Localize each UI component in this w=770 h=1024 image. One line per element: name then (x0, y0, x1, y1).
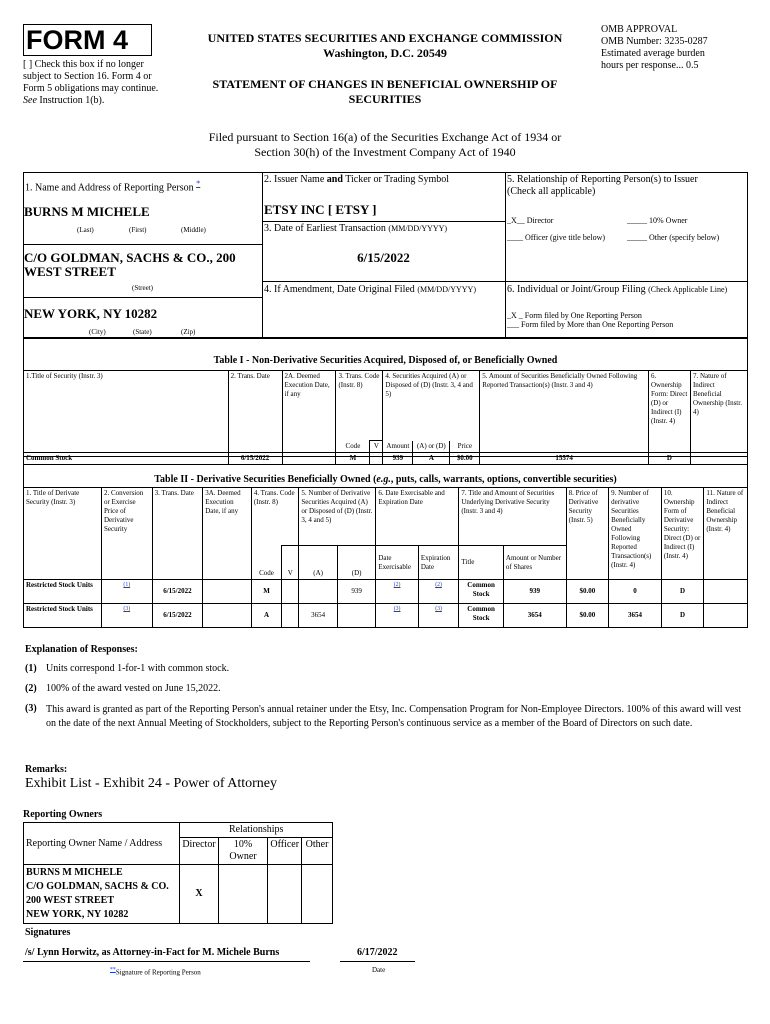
t2-r1-code: A (251, 604, 281, 628)
reporting-owners-heading: Reporting Owners (23, 809, 103, 820)
agency-name: UNITED STATES SECURITIES AND EXCHANGE COMMISSION (207, 31, 563, 45)
box5-label (507, 174, 745, 198)
owners-col-relationships: Relationships (180, 823, 333, 838)
t1-sub-price: Price (450, 441, 480, 453)
divider (23, 244, 262, 245)
owner-address (24, 865, 180, 924)
owner-other-mark (302, 865, 333, 924)
t2-sub-v: V (282, 546, 299, 580)
t2-r0-owned: 0 (609, 580, 662, 604)
t1-cell-title: Common Stock (24, 453, 229, 465)
box1-label (25, 178, 200, 194)
t2-r1-d (337, 604, 375, 628)
t2-h-conv: 2. Conversion or Exercise Price of Derivative Security (101, 488, 152, 580)
table1-title: Table I - Non-Derivative Securities Acquired, Disposed of, or Beneficially Owned (213, 355, 558, 366)
signature-label (110, 966, 201, 977)
t2-r0-price: $0.00 (566, 580, 609, 604)
t2-sub-d: (D) (337, 546, 375, 580)
t2-r1-v (282, 604, 299, 628)
owner-officer-mark (268, 865, 302, 924)
city-label: (City) (89, 328, 106, 336)
street-label: (Street) (132, 284, 153, 292)
box6-sub: (Check Applicable Line) (648, 285, 728, 294)
agency-city: Washington, D.C. 20549 (323, 46, 447, 60)
footnote-link-3c[interactable]: (3) (435, 606, 442, 612)
t2-h-code: 4. Trans. Code (Instr. 8) (251, 488, 299, 546)
table2-title-eg: e.g. (376, 474, 391, 485)
explanation-num-3: (3) (25, 703, 37, 714)
t2-h-date: 3. Trans. Date (152, 488, 203, 580)
t2-r0-v (282, 580, 299, 604)
ten-percent-check: _____ 10% Owner (627, 216, 688, 225)
form-title: FORM 4 (26, 25, 129, 55)
t1-cell-price: $0.00 (450, 453, 480, 465)
date-line (340, 961, 415, 962)
t2-h-deemed: 3A. Deemed Execution Date, if any (203, 488, 252, 580)
t2-r0-uamount: 939 (503, 580, 566, 604)
signatures-heading: Signatures (25, 927, 71, 938)
officer-check: ____ Officer (give title below) (507, 233, 606, 242)
t1-h-title: 1.Title of Security (Instr. 3) (24, 371, 229, 453)
t1-h-nature: 7. Nature of Indirect Beneficial Ownership (Instr. 4) (690, 371, 747, 453)
last-label: (Last) (77, 226, 94, 234)
t1-h-code: 3. Trans. Code (Instr. 8) (336, 371, 383, 441)
box4-format: (MM/DD/YYYY) (417, 285, 476, 294)
box3-format: (MM/DD/YYYY) (388, 224, 448, 233)
t2-r1-deemed (203, 604, 252, 628)
t2-r1-price: $0.00 (566, 604, 609, 628)
t2-h-owned: 9. Number of derivative Securities Beneficially Owned Following Reported Transaction(s) (Instr. 4) (609, 488, 662, 580)
check-box-note (23, 59, 173, 107)
t2-r0-code: M (251, 580, 281, 604)
t2-h-number: 5. Number of Derivative Securities Acquired (A) or Disposed of (D) (Instr. 3, 4 and 5) (299, 488, 376, 546)
statement-title: STATEMENT OF CHANGES IN BENEFICIAL OWNERSHIP OF SECURITIES (212, 77, 558, 106)
explanation-text-1: Units correspond 1-for-1 with common stock. (46, 663, 230, 674)
state-label: (State) (133, 328, 152, 336)
t1-cell-ad: A (413, 453, 450, 465)
t2-sub-a: (A) (299, 546, 337, 580)
omb-title: OMB APPROVAL (601, 24, 678, 35)
footnote-link-3b[interactable]: (3) (393, 606, 401, 612)
box3-label (264, 223, 447, 235)
signature-label-text: Signature of Reporting Person (115, 968, 201, 977)
t1-h-owned: 5. Amount of Securities Beneficially Owned Following Reported Transaction(s) (Instr. 3 and 4) (480, 371, 649, 453)
box6-label (507, 284, 747, 296)
t1-cell-date: 6/15/2022 (228, 453, 282, 465)
t2-sub-code: Code (251, 546, 281, 580)
city-value: NEW YORK, NY 10282 (24, 306, 158, 321)
omb-hours: hours per response... 0.5 (601, 60, 699, 71)
divider (262, 281, 748, 282)
box1-star-link[interactable]: * (196, 179, 201, 188)
footnote-link-1[interactable]: (1) (123, 582, 131, 588)
t1-cell-owned: 15574 (480, 453, 649, 465)
box5-sub: (Check all applicable) (507, 186, 596, 197)
box2-label (264, 174, 449, 186)
box5-label-text: 5. Relationship of Reporting Person(s) to Issuer (507, 174, 698, 185)
divider (505, 172, 506, 338)
explanation-num-2: (2) (25, 683, 37, 694)
omb-burden: Estimated average burden (601, 48, 705, 59)
owner-line-2: C/O GOLDMAN, SACHS & CO. (26, 881, 169, 892)
explanation-num-1: (1) (25, 663, 37, 674)
owners-header-row (24, 823, 333, 838)
table-row (24, 604, 748, 628)
owner-director-mark: X (180, 865, 218, 924)
check-box-text: [ ] Check this box if no longer subject to Section 16. Form 4 or Form 5 obligations may continue. (23, 59, 159, 94)
t2-r0-d: 939 (337, 580, 375, 604)
owners-col-other: Other (302, 838, 333, 865)
t1-h-form: 6. Ownership Form: Direct (D) or Indirect (I) (Instr. 4) (648, 371, 690, 453)
more-person-check: ___ Form filed by More than One Reporting Person (507, 320, 674, 329)
signer-name: /s/ Lynn Horwitz, as Attorney-in-Fact for M. Michele Burns (25, 947, 280, 958)
t1-h-deemed: 2A. Deemed Execution Date, if any (282, 371, 336, 453)
omb-approval (601, 24, 761, 72)
table2-title (23, 474, 748, 486)
t1-sub-ad: (A) or (D) (413, 441, 450, 453)
box2-label-post: Ticker or Trading Symbol (345, 174, 450, 185)
owner-line-1: BURNS M MICHELE (26, 867, 123, 878)
remarks-text: Exhibit List - Exhibit 24 - Power of Attorney (25, 776, 277, 791)
t2-r0-title: Restricted Stock Units (24, 580, 102, 604)
reporting-owners-table (23, 822, 333, 924)
t2-r0-a (299, 580, 337, 604)
t1-h-date: 2. Trans. Date (228, 371, 282, 453)
reporting-person-name: BURNS M MICHELE (24, 204, 150, 219)
t2-h-nature: 11. Nature of Indirect Beneficial Ownership (Instr. 4) (704, 488, 748, 580)
t2-h-title: 1. Title of Derivate Security (Instr. 3) (24, 488, 102, 580)
footnote-link-3[interactable]: (3) (123, 606, 131, 612)
signature-line (23, 961, 310, 962)
t1-cell-form: D (648, 453, 690, 465)
signature-star-link[interactable]: ** (110, 967, 116, 973)
check-box-instr: Instruction 1(b). (39, 95, 105, 106)
t2-r0-utitle: Common Stock (459, 580, 504, 604)
t1-cell-amount: 939 (383, 453, 413, 465)
check-box-see: See (23, 95, 37, 106)
t2-r0-form: D (661, 580, 704, 604)
t1-sub-amount: Amount (383, 441, 413, 453)
t2-r0-nature (704, 580, 748, 604)
t2-sub-date-ex: Date Exercisable (376, 546, 419, 580)
owner-line-4: NEW YORK, NY 10282 (26, 909, 129, 920)
owners-col-director: Director (180, 838, 218, 865)
t2-r1-nature (704, 604, 748, 628)
owners-col-10: 10% Owner (218, 838, 268, 865)
box2-label-pre: 2. Issuer Name (264, 174, 325, 185)
middle-label: (Middle) (181, 226, 206, 234)
footnote-link-2b[interactable]: (2) (435, 582, 442, 588)
t2-h-underlying: 7. Title and Amount of Securities Underlying Derivative Security (Instr. 3 and 4) (459, 488, 566, 546)
street-value: C/O GOLDMAN, SACHS & CO., 200 WEST STREET (24, 250, 236, 279)
earliest-transaction-date: 6/15/2022 (357, 250, 410, 265)
box1-label-text: 1. Name and Address of Reporting Person (25, 182, 194, 194)
first-label: (First) (129, 226, 147, 234)
t2-h-price: 8. Price of Derivative Security (Instr. 5) (566, 488, 609, 580)
filed-pursuant-2: Section 30(h) of the Investment Company Act of 1940 (254, 145, 516, 159)
omb-number: OMB Number: 3235-0287 (601, 36, 708, 47)
t2-r1-a: 3654 (299, 604, 337, 628)
filed-pursuant-1: Filed pursuant to Section 16(a) of the Securities Exchange Act of 1934 or (208, 130, 562, 144)
divider (23, 297, 262, 298)
t2-r1-uamount: 3654 (503, 604, 566, 628)
box2-label-and: and (326, 174, 343, 185)
t1-h-acquired: 4. Securities Acquired (A) or Disposed of (D) (Instr. 3, 4 and 5) (383, 371, 480, 441)
owner-line-3: 200 WEST STREET (26, 895, 115, 906)
box6-label-text: 6. Individual or Joint/Group Filing (507, 284, 646, 295)
box4-label-text: 4. If Amendment, Date Original Filed (264, 284, 415, 295)
t1-cell-code: M (336, 453, 370, 465)
t2-r1-form: D (661, 604, 704, 628)
box4-label (264, 284, 476, 296)
owners-col-officer: Officer (268, 838, 302, 865)
table-row (24, 865, 333, 924)
table2 (23, 487, 748, 628)
t2-r1-date: 6/15/2022 (152, 604, 203, 628)
owners-col-name: Reporting Owner Name / Address (24, 823, 180, 865)
t1-sub-v: V (370, 441, 383, 453)
t2-r0-deemed (203, 580, 252, 604)
issuer-name: ETSY INC [ ETSY ] (264, 202, 377, 217)
explanation-heading: Explanation of Responses: (25, 644, 138, 655)
t2-sub-title: Title (459, 546, 504, 580)
table2-title-post: , puts, calls, warrants, options, convertible securities) (390, 474, 617, 485)
date-label: Date (372, 966, 386, 974)
t2-h-form: 10. Ownership Form of Derivative Security: Direct (D) or Indirect (I) (Instr. 4) (661, 488, 704, 580)
table-row (24, 580, 748, 604)
table1-header-row (24, 371, 748, 441)
t2-r1-title: Restricted Stock Units (24, 604, 102, 628)
table1 (23, 370, 748, 465)
owner-10-mark (218, 865, 268, 924)
table2-title-pre: Table II - Derivative Securities Beneficially Owned ( (154, 474, 377, 485)
t2-h-exercisable: 6. Date Exercisable and Expiration Date (376, 488, 459, 546)
t2-r0-date: 6/15/2022 (152, 580, 203, 604)
t2-r1-owned: 3654 (609, 604, 662, 628)
signature-date: 6/17/2022 (357, 947, 398, 958)
table2-header-row (24, 488, 748, 546)
explanation-text-2: 100% of the award vested on June 15,2022. (46, 683, 221, 694)
t2-sub-exp: Expiration Date (418, 546, 459, 580)
director-check: _X__ Director (507, 216, 554, 225)
other-check: _____ Other (specify below) (627, 233, 720, 242)
one-person-check: _X _ Form filed by One Reporting Person (507, 311, 642, 320)
t2-r1-utitle: Common Stock (459, 604, 504, 628)
divider (262, 221, 505, 222)
t2-sub-amount: Amount or Number of Shares (503, 546, 566, 580)
explanation-text-3: This award is granted as part of the Reporting Person's annual retainer under the Etsy, Inc. Compensation Program for Non-Employee Directors. 100% of this award will vest on the date of the next Annual Meeting of Stockholders, subject to the Reporting Person's continuous service as a member of the Board of Directors on such date. (46, 704, 742, 729)
t1-sub-code: Code (336, 441, 370, 453)
box3-label-text: 3. Date of Earliest Transaction (264, 223, 386, 234)
footnote-link-2[interactable]: (2) (393, 582, 401, 588)
zip-label: (Zip) (181, 328, 196, 336)
remarks-heading: Remarks: (25, 764, 68, 775)
